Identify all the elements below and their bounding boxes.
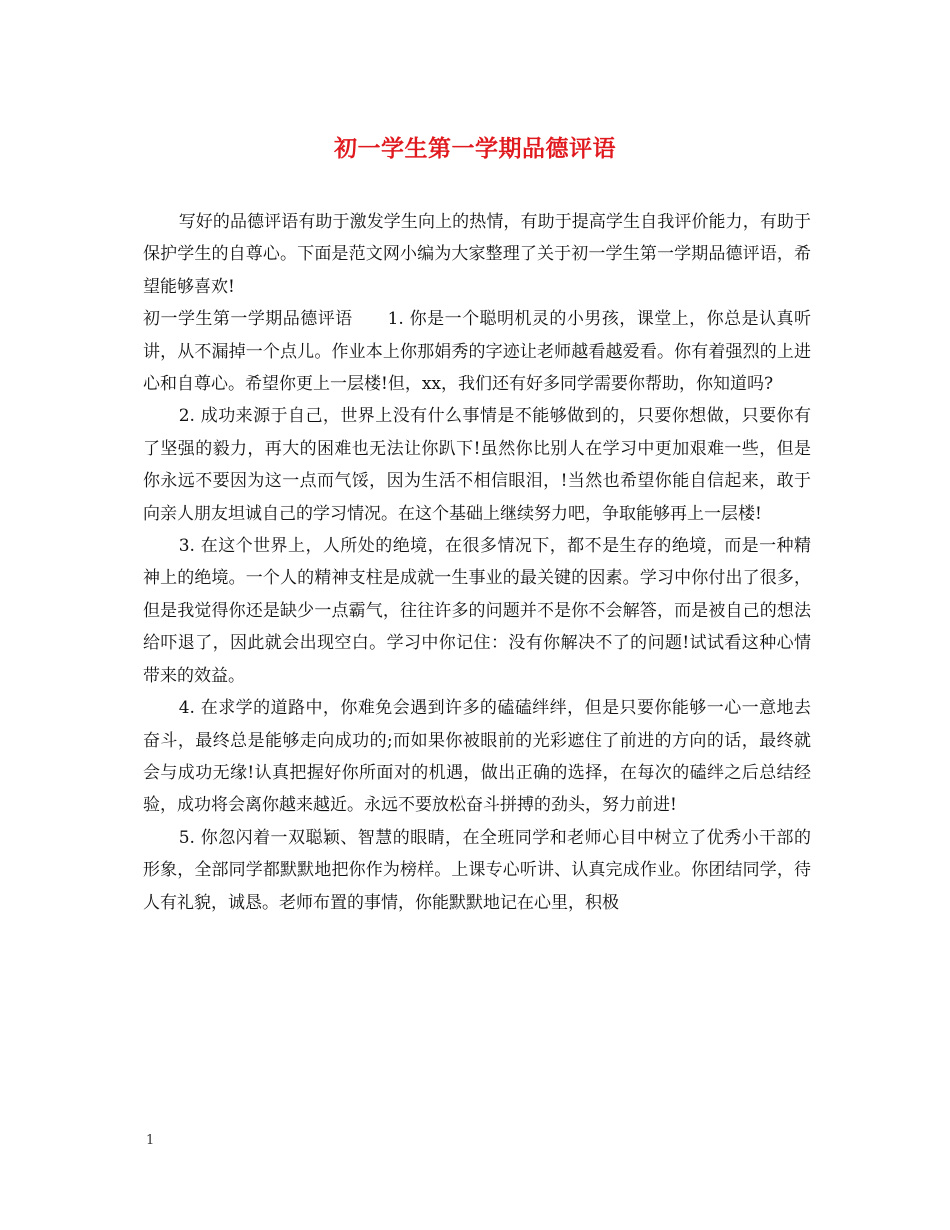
comment-paragraph-5: 5. 你忽闪着一双聪颖、智慧的眼睛，在全班同学和老师心目中树立了优秀小干部的形象，全部同学都默默地把你作为榜样。上课专心听讲、认真完成作业。你团结同学，待人有礼貌，诚恳。老师布置的事情，你能默默地记在心里，积极	[143, 827, 811, 913]
page-number: 1	[146, 1133, 155, 1148]
comment-paragraph-1: 初一学生第一学期品德评语 1. 你是一个聪明机灵的小男孩，课堂上，你总是认真听讲，从不漏掉一个点儿。作业本上你那娟秀的字迹让老师越看越爱看。你有着强烈的上进心和自尊心。希望你更上一层楼!但，xx，我们还有好多同学需要你帮助，你知道吗?	[143, 309, 811, 395]
document-body	[143, 206, 811, 919]
comment-paragraph-4: 4. 在求学的道路中，你难免会遇到许多的磕磕绊绊，但是只要你能够一心一意地去奋斗，最终总是能够走向成功的;而如果你被眼前的光彩遮住了前进的方向的话，最终就会与成功无缘!认真把握好你所面对的机遇，做出正确的选择，在每次的磕绊之后总结经验，成功将会离你越来越近。永远不要放松奋斗拼搏的劲头，努力前进!	[143, 698, 811, 816]
document-title: 初一学生第一学期品德评语	[334, 135, 616, 162]
comment-paragraph-3: 3. 在这个世界上，人所处的绝境，在很多情况下，都不是生存的绝境，而是一种精神上的绝境。一个人的精神支柱是成就一生事业的最关键的因素。学习中你付出了很多，但是我觉得你还是缺少一点霸气，往往许多的问题并不是你不会解答，而是被自己的想法给吓退了，因此就会出现空白。学习中你记住：没有你解决不了的问题!试试看这种心情带来的效益。	[143, 536, 811, 686]
comment-paragraph-2: 2. 成功来源于自己，世界上没有什么事情是不能够做到的，只要你想做，只要你有了坚强的毅力，再大的困难也无法让你趴下!虽然你比别人在学习中更加艰难一些，但是你永远不要因为这一点而气馁，因为生活不相信眼泪，!当然也希望你能自信起来，敢于向亲人朋友坦诚自己的学习情况。在这个基础上继续努力吧，争取能够再上一层楼!	[143, 406, 811, 524]
intro-paragraph: 写好的品德评语有助于激发学生向上的热情，有助于提高学生自我评价能力，有助于保护学生的自尊心。下面是范文网小编为大家整理了关于初一学生第一学期品德评语，希望能够喜欢!	[143, 212, 811, 297]
